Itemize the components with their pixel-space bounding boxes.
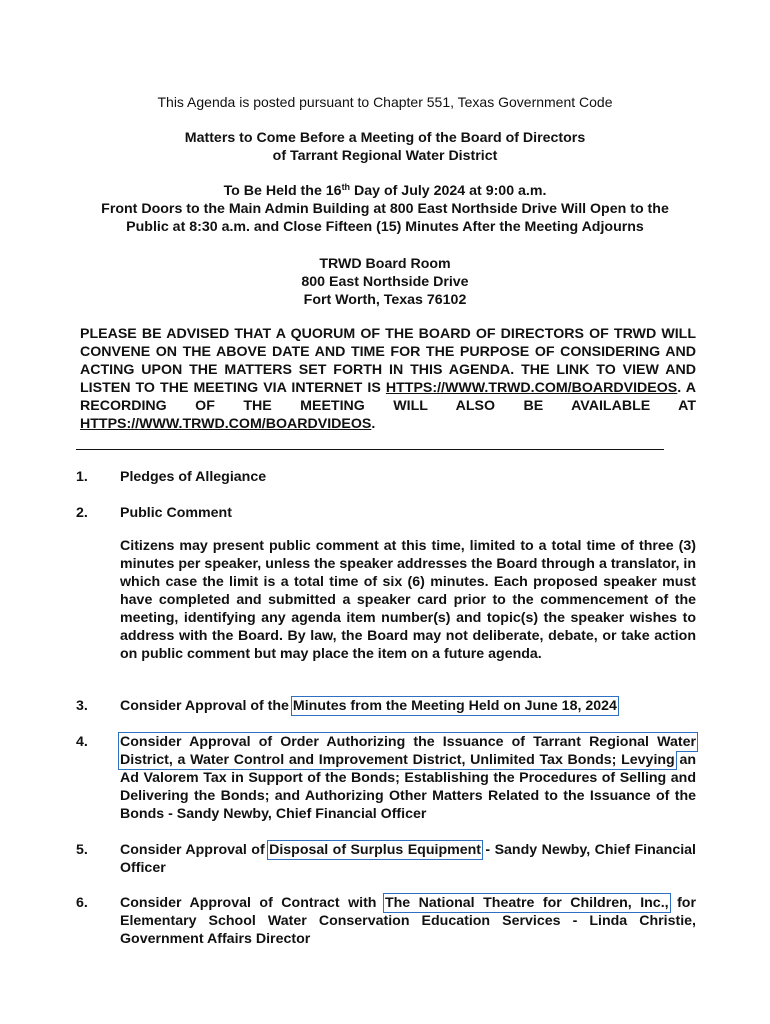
item-text: Consider Approval of Order Authorizing the Issuance of Tarrant Regional Water District, a Water Control and Improvement District, Unlimited Tax Bonds; Levying an Ad Valorem Tax in Support of the Bonds; Establishing the Procedures of Selling and Delivering the Bonds; and Authorizing Other Matters Related to the Issuance of the Bonds - Sandy Newby, Chief Financial Officer: [120, 734, 696, 822]
meeting-date-line: To Be Held the 16th Day of July 2024 at 9:00 a.m.: [223, 182, 547, 199]
item-number: 4.: [76, 734, 88, 750]
item-text: Consider Approval of Disposal of Surplus Equipment - Sandy Newby, Chief Financial Officer: [120, 842, 696, 876]
meeting-title-line1: Matters to Come Before a Meeting of the Board of Directors: [184, 130, 586, 146]
item-number: 6.: [76, 895, 88, 911]
meeting-location: [60, 255, 710, 309]
item-text: Consider Approval of Contract with The National Theatre for Children, Inc., for Elementary School Water Conservation Education Services - Linda Christie, Government Affairs Director: [120, 895, 696, 947]
item-title: Pledges of Allegiance: [120, 469, 267, 485]
item-number: 5.: [76, 842, 88, 858]
bond-order-link[interactable]: Consider Approval of Order Authorizing the Issuance of Tarrant Regional Water District, a Water Control and Improvement District, Unlimited Tax Bonds; Levying: [120, 734, 696, 768]
board-videos-link-1[interactable]: HTTPS://WWW.TRWD.COM/BOARDVIDEOS: [385, 380, 678, 396]
surplus-equipment-link[interactable]: Disposal of Surplus Equipment: [269, 842, 482, 858]
location-street: 800 East Northside Drive: [301, 274, 469, 290]
item-number: 3.: [76, 698, 88, 714]
doors-line2: Public at 8:30 a.m. and Close Fifteen (15) Minutes After the Meeting Adjourns: [126, 219, 644, 235]
minutes-link[interactable]: Minutes from the Meeting Held on June 18, 2024: [292, 698, 617, 714]
public-comment-rules: Citizens may present public comment at this time, limited to a total time of three (3) minutes per speaker, unless the speaker addresses the Board through a translator, in which case the limit is a total time of six (6) minutes. Each proposed speaker must have completed and submitted a speaker card prior to the commencement of the meeting, identifying any agenda item number(s) and topic(s) the speaker wishes to address with the Board. By law, the Board may not deliberate, debate, or take action on public comment but may place the item on a future agenda.: [120, 538, 696, 662]
section-divider: [76, 449, 664, 450]
national-theatre-link[interactable]: The National Theatre for Children, Inc.,: [384, 895, 669, 911]
quorum-advisory: PLEASE BE ADVISED THAT A QUORUM OF THE BOARD OF DIRECTORS OF TRWD WILL CONVENE ON THE ABOVE DATE AND TIME FOR THE PURPOSE OF CONSIDERING AND ACTING UPON THE MATTERS SET FORTH IN THIS AGENDA. THE LINK TO VIEW AND LISTEN TO THE MEETING VIA INTERNET IS HTTPS://WWW.TRWD.COM/BOARDVIDEOS. A RECORDING OF THE MEETING WILL ALSO BE AVAILABLE AT HTTPS://WWW.TRWD.COM/BOARDVIDEOS.: [80, 326, 696, 432]
item-text: Consider Approval of the Minutes from the Meeting Held on June 18, 2024: [120, 698, 617, 714]
board-videos-link-2[interactable]: HTTPS://WWW.TRWD.COM/BOARDVIDEOS: [80, 416, 372, 432]
posting-notice: This Agenda is posted pursuant to Chapter 551, Texas Government Code: [157, 94, 613, 110]
item-number: 1.: [76, 469, 88, 485]
location-city: Fort Worth, Texas 76102: [303, 292, 467, 308]
meeting-title-line2: of Tarrant Regional Water District: [272, 148, 498, 164]
item-title: Public Comment: [120, 505, 232, 521]
item-number: 2.: [76, 505, 88, 521]
location-room: TRWD Board Room: [319, 256, 451, 272]
doors-line1: Front Doors to the Main Admin Building at 800 East Northside Drive Will Open to the: [101, 201, 669, 217]
meeting-schedule: [60, 182, 710, 236]
meeting-title: [60, 129, 710, 165]
